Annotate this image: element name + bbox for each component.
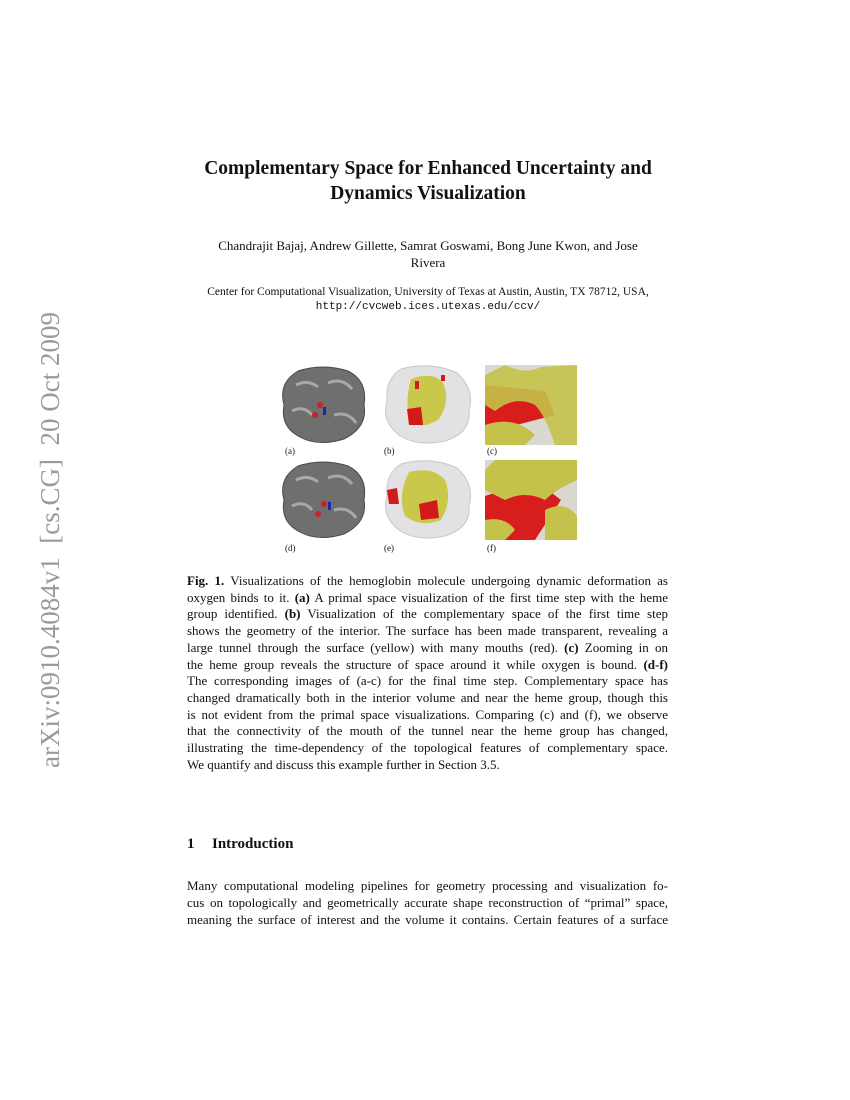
paper-title [150, 156, 706, 206]
title-line: Complementary Space for Enhanced Uncertainty and [204, 158, 652, 179]
panel-e-complementary-space [381, 460, 473, 540]
caption-text: large tunnel through the surface (yellow) with many mouths (red). [187, 639, 565, 655]
caption-line [187, 640, 668, 657]
panel-label: (a) [285, 446, 295, 456]
figure-caption [187, 573, 668, 773]
caption-text: Zooming in on [578, 639, 668, 655]
caption-line [187, 573, 668, 590]
panel-label: (b) [384, 446, 395, 456]
caption-line: changed dramatically both in the interior volume and near the heme group, though this [187, 689, 668, 705]
affiliation [150, 285, 706, 315]
body-paragraph [187, 877, 668, 928]
authors-line: Rivera [410, 255, 446, 270]
body-line: Many computational modeling pipelines for geometry processing and visualization fo- [187, 878, 668, 893]
caption-text: oxygen binds to it. [187, 589, 295, 605]
panel-f-heme-zoom [485, 460, 577, 540]
caption-text: the heme group reveals the structure of space around it while oxygen is bound. [187, 656, 644, 672]
caption-line: The corresponding images of (a-c) for the final time step. Complementary space has [187, 673, 668, 689]
caption-line: shows the geometry of the interior. The surface has been made transparent, revealing a [187, 623, 668, 639]
panel-c-heme-zoom [485, 365, 577, 445]
caption-line: We quantify and discuss this example further in Section 3.5. [187, 756, 500, 772]
body-line: meaning the surface of interest and the volume it contains. Certain features of a surface [187, 912, 668, 927]
caption-text: Visualization of the complementary space of the first time step [300, 606, 668, 622]
panel-a-primal-surface [278, 365, 370, 445]
caption-bold: (b) [284, 606, 301, 622]
panel-d-primal-surface [278, 460, 370, 540]
caption-bold: (a) [294, 589, 310, 605]
caption-line [187, 606, 668, 623]
caption-line [187, 590, 668, 607]
affiliation-text: Center for Computational Visualization, University of Texas at Austin, Austin, TX 78712, USA, [207, 286, 649, 298]
caption-text: A primal space visualization of the first time step with the heme [309, 589, 668, 605]
caption-line: that the connectivity of the mouth of the tunnel near the heme group has changed, [187, 723, 668, 739]
body-line: cus on topologically and geometrically accurate shape reconstruction of “primal” space, [187, 895, 668, 910]
panel-label: (d) [285, 543, 296, 553]
section-number: 1 [187, 836, 195, 852]
caption-line: is not evident from the primal space visualizations. Comparing (c) and (f), we observe [187, 706, 668, 722]
panel-label: (e) [384, 543, 394, 553]
section-heading [187, 836, 293, 853]
authors-line: Chandrajit Bajaj, Andrew Gillette, Samrat Goswami, Bong June Kwon, and Jose [218, 238, 638, 253]
caption-line [187, 657, 668, 674]
caption-bold: (d-f) [643, 656, 668, 672]
caption-text: group identified. [187, 606, 285, 622]
arxiv-sidebar-stamp: arXiv:0910.4084v1 [cs.CG] 20 Oct 2009 [35, 312, 65, 768]
caption-text: Visualizations of the hemoglobin molecule undergoing dynamic deformation as [224, 573, 668, 588]
caption-fig-label: Fig. 1. [187, 573, 225, 588]
title-line: Dynamics Visualization [330, 183, 526, 204]
caption-bold: (c) [564, 639, 579, 655]
affiliation-url[interactable]: http://cvcweb.ices.utexas.edu/ccv/ [315, 301, 541, 313]
section-title: Introduction [212, 836, 294, 852]
authors [180, 237, 676, 271]
panel-label: (c) [487, 446, 497, 456]
panel-label: (f) [487, 543, 496, 553]
panel-b-complementary-space [381, 365, 473, 445]
caption-line: illustrating the time-dependency of the topological features of complementary space. [187, 740, 668, 756]
